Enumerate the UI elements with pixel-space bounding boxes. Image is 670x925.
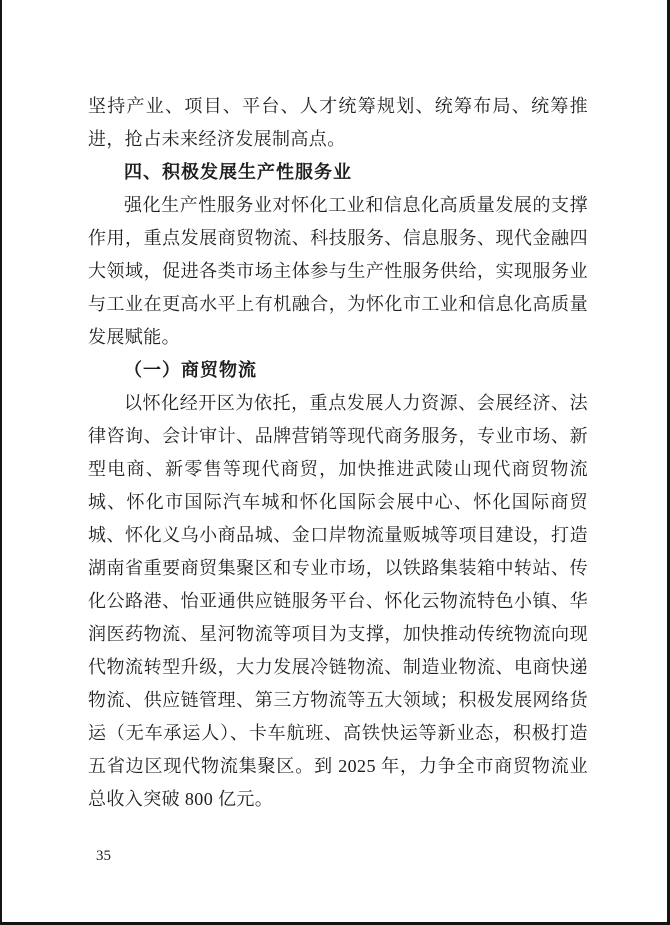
- section-heading-develop-productive-services: 四、积极发展生产性服务业: [124, 162, 352, 182]
- paragraph-section-overview: 强化生产性服务业对怀化工业和信息化高质量发展的支撑作用，重点发展商贸物流、科技服务、信息服务、现代金融四大领域，促进各类市场主体参与生产性服务供给，实现服务业与工业在更高水平上有机融合，为怀化市工业和信息化高质量发展赋能。: [88, 195, 588, 347]
- page-content: [88, 90, 588, 816]
- paragraph-continued-from-previous-page: 坚持产业、项目、平台、人才统筹规划、统筹布局、统筹推进，抢占未来经济发展制高点。: [88, 96, 588, 149]
- subsection-heading-trade-logistics: （一）商贸物流: [124, 360, 257, 380]
- page-number: 35: [96, 848, 111, 864]
- paragraph-trade-logistics-detail: 以怀化经开区为依托，重点发展人力资源、会展经济、法律咨询、会计审计、品牌营销等现代商务服务，专业市场、新型电商、新零售等现代商贸，加快推进武陵山现代商贸物流城、怀化市国际汽车城和怀化国际会展中心、怀化国际商贸城、怀化义乌小商品城、金口岸物流量贩城等项目建设，打造湖南省重要商贸集聚区和专业市场，以铁路集装箱中转站、传化公路港、怡亚通供应链服务平台、怀化云物流特色小镇、华润医药物流、星河物流等项目为支撑，加快推动传统物流向现代物流转型升级，大力发展冷链物流、制造业物流、电商快递物流、供应链管理、第三方物流等五大领域；积极发展网络货运（无车承运人）、卡车航班、高铁快运等新业态，积极打造五省边区现代物流集聚区。到 2025 年，力争全市商贸物流业总收入突破 800 亿元。: [88, 393, 588, 809]
